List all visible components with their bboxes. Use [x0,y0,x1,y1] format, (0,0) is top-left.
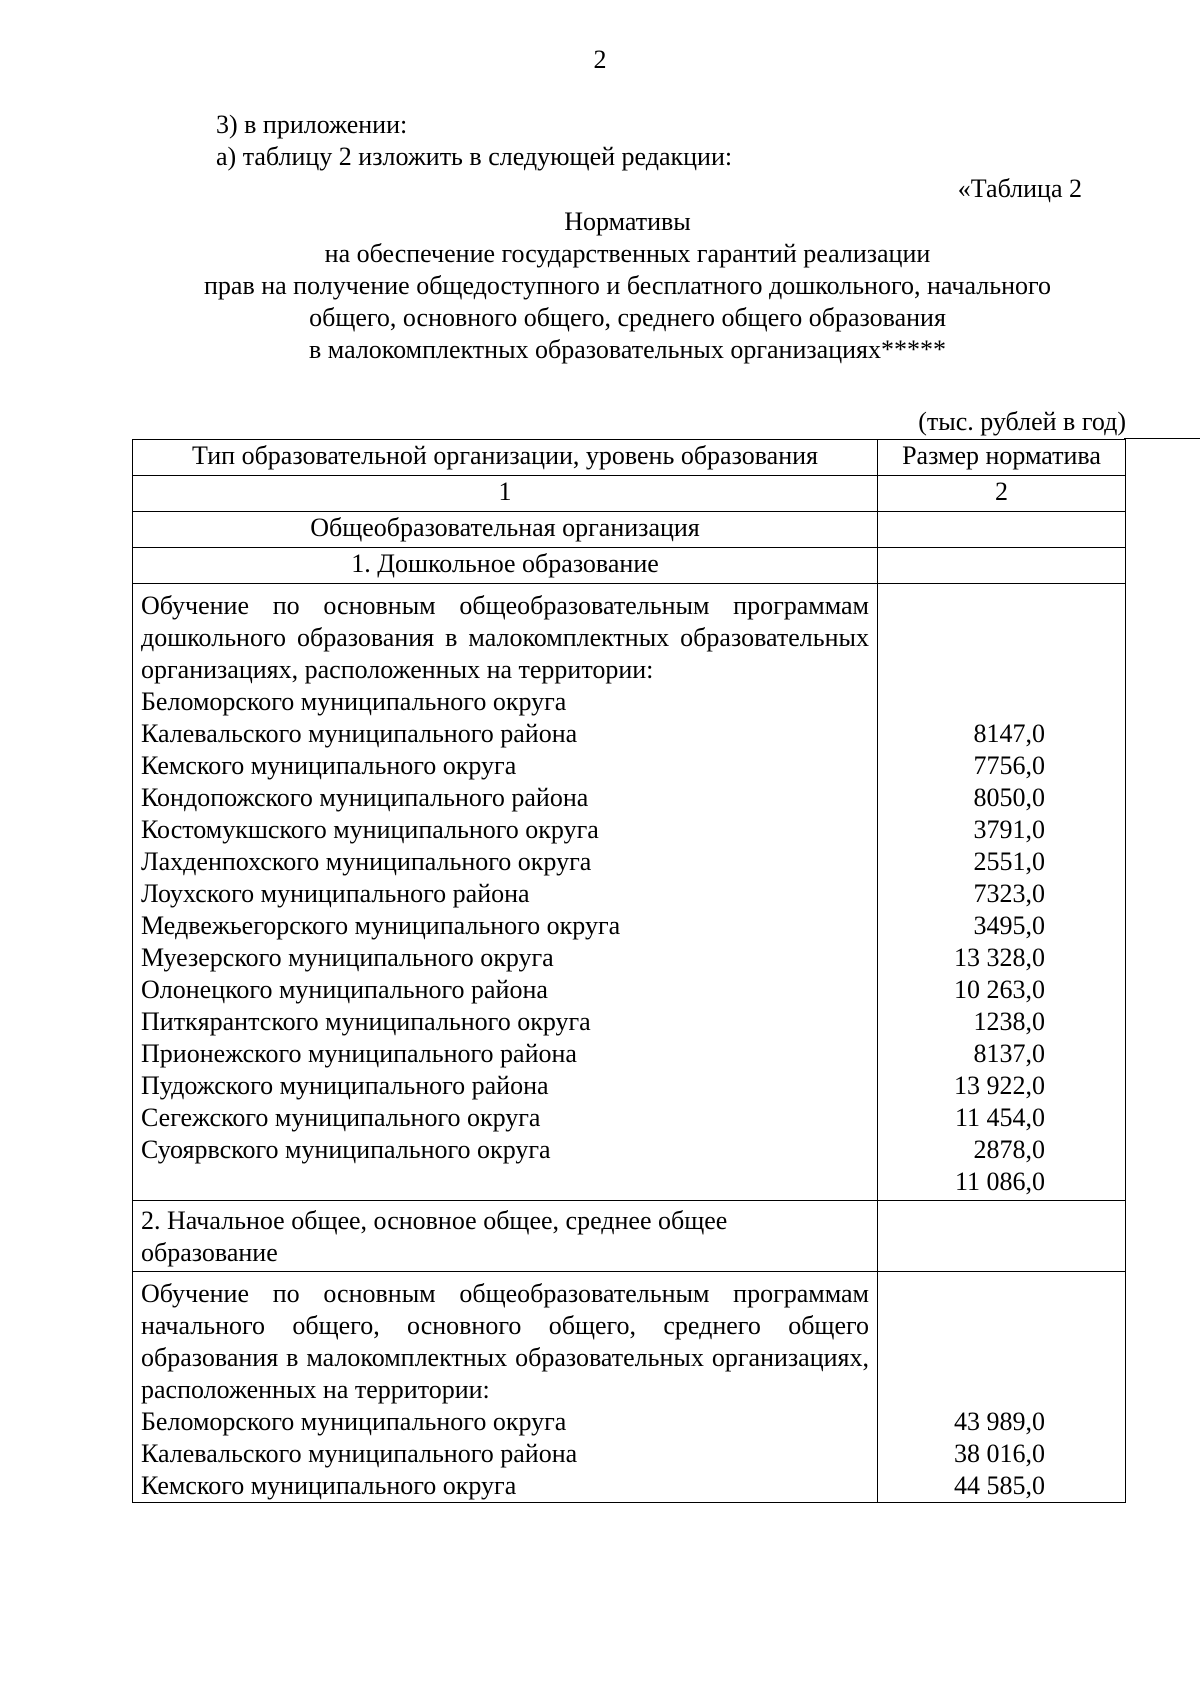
table-label: «Таблица 2 [957,174,1082,203]
section1-row-name: Муезерского муниципального округа [141,943,554,972]
section1-row-name: Лоухского муниципального района [141,879,530,908]
section1-row-name: Прионежского муниципального района [141,1039,577,1068]
section1-row-value: 3495,0 [973,911,1045,940]
section1-row-name: Питкярантского муниципального округа [141,1007,591,1036]
section-2-names [141,1406,869,1502]
section1-row-name: Суоярвского муниципального округа [141,1135,551,1164]
section2-row-value: 44 585,0 [954,1471,1045,1500]
section-2-values-spacer [886,1278,1117,1406]
section-2-description: Обучение по основным общеобразовательным программам начального общего, основного общего, среднего общего образования в малокомплектных образовательных организациях, расположенных на территории: [141,1279,869,1404]
org-type-value [878,512,1126,548]
col-number-2: 2 [878,476,1126,512]
section-2-value [878,1201,1126,1272]
section2-row-name: Беломорского муниципального округа [141,1407,567,1436]
section-2-body [133,1272,1126,1503]
table-header-row [133,440,1126,476]
section2-row-name: Кемского муниципального округа [141,1471,517,1500]
section1-row-name: Лахденпохского муниципального округа [141,847,592,876]
section2-row-name: Калевальского муниципального района [141,1439,578,1468]
heading-line-4: в малокомплектных образовательных организациях***** [309,335,946,364]
section1-row-name: Калевальского муниципального района [141,719,578,748]
section1-row-name: Олонецкого муниципального района [141,975,548,1004]
org-type-row [133,512,1126,548]
section1-row-name: Костомукшского муниципального округа [141,815,599,844]
section1-row-name: Сегежского муниципального округа [141,1103,541,1132]
section-1-values-cell [878,584,1126,1201]
section1-row-value: 13 328,0 [954,943,1045,972]
header-col-size: Размер норматива [878,440,1126,476]
section1-row-value: 8050,0 [973,783,1045,812]
scan-rule [1124,438,1200,439]
section-1-names [141,686,869,1166]
section1-row-value: 11 454,0 [954,1103,1045,1132]
section1-row-value: 7756,0 [973,751,1045,780]
intro-line-2: а) таблицу 2 изложить в следующей редакции: [216,142,733,171]
section1-row-name: Беломорского муниципального округа [141,687,567,716]
section2-row-value: 43 989,0 [954,1407,1045,1436]
section-1-description: Обучение по основным общеобразовательным программам дошкольного образования в малокомплектных образовательных организациях, расположенных на территории: [141,591,869,684]
col-number-1: 1 [133,476,878,512]
section1-row-name: Кемского муниципального округа [141,751,517,780]
page-number: 2 [593,45,607,74]
section-2-values [886,1406,1117,1502]
section-1-title: 1. Дошкольное образование [133,548,878,584]
intro-text [216,109,732,173]
column-number-row [133,476,1126,512]
section-1-values [886,718,1117,1198]
units-label: (тыс. рублей в год) [918,407,1126,436]
section1-row-value: 11 086,0 [954,1167,1045,1196]
section1-row-value: 10 263,0 [954,975,1045,1004]
section1-row-value: 1238,0 [973,1007,1045,1036]
section-1-values-spacer [886,590,1117,718]
section1-row-value: 2878,0 [973,1135,1045,1164]
section-1-row [133,548,1126,584]
section-2-row [133,1201,1126,1272]
section1-row-value: 2551,0 [973,847,1045,876]
section-2-text [133,1272,878,1503]
header-col-type: Тип образовательной организации, уровень образования [133,440,878,476]
section1-row-name: Пудожского муниципального района [141,1071,549,1100]
section1-row-value: 7323,0 [973,879,1045,908]
org-type-label: Общеобразовательная организация [133,512,878,548]
section1-row-value: 13 922,0 [954,1071,1045,1100]
section1-row-name: Медвежьегорского муниципального округа [141,911,621,940]
heading-title: Нормативы [564,207,691,236]
section1-row-value: 3791,0 [973,815,1045,844]
section-1-value [878,548,1126,584]
heading-line-1: на обеспечение государственных гарантий реализации [324,239,931,268]
section1-row-value: 8147,0 [973,719,1045,748]
section1-row-value: 8137,0 [973,1039,1045,1068]
section-1-body [133,584,1126,1201]
table-heading [120,206,1135,366]
norms-table [132,439,1126,1503]
section1-row-name: Кондопожского муниципального района [141,783,589,812]
section2-row-value: 38 016,0 [954,1439,1045,1468]
section-1-text [133,584,878,1201]
section-2-values-cell [878,1272,1126,1503]
heading-line-2: прав на получение общедоступного и бесплатного дошкольного, начального [203,271,1052,300]
heading-line-3: общего, основного общего, среднего общего образования [309,303,946,332]
intro-line-1: 3) в приложении: [216,110,408,139]
section-2-title: 2. Начальное общее, основное общее, среднее общее образование [133,1201,878,1272]
